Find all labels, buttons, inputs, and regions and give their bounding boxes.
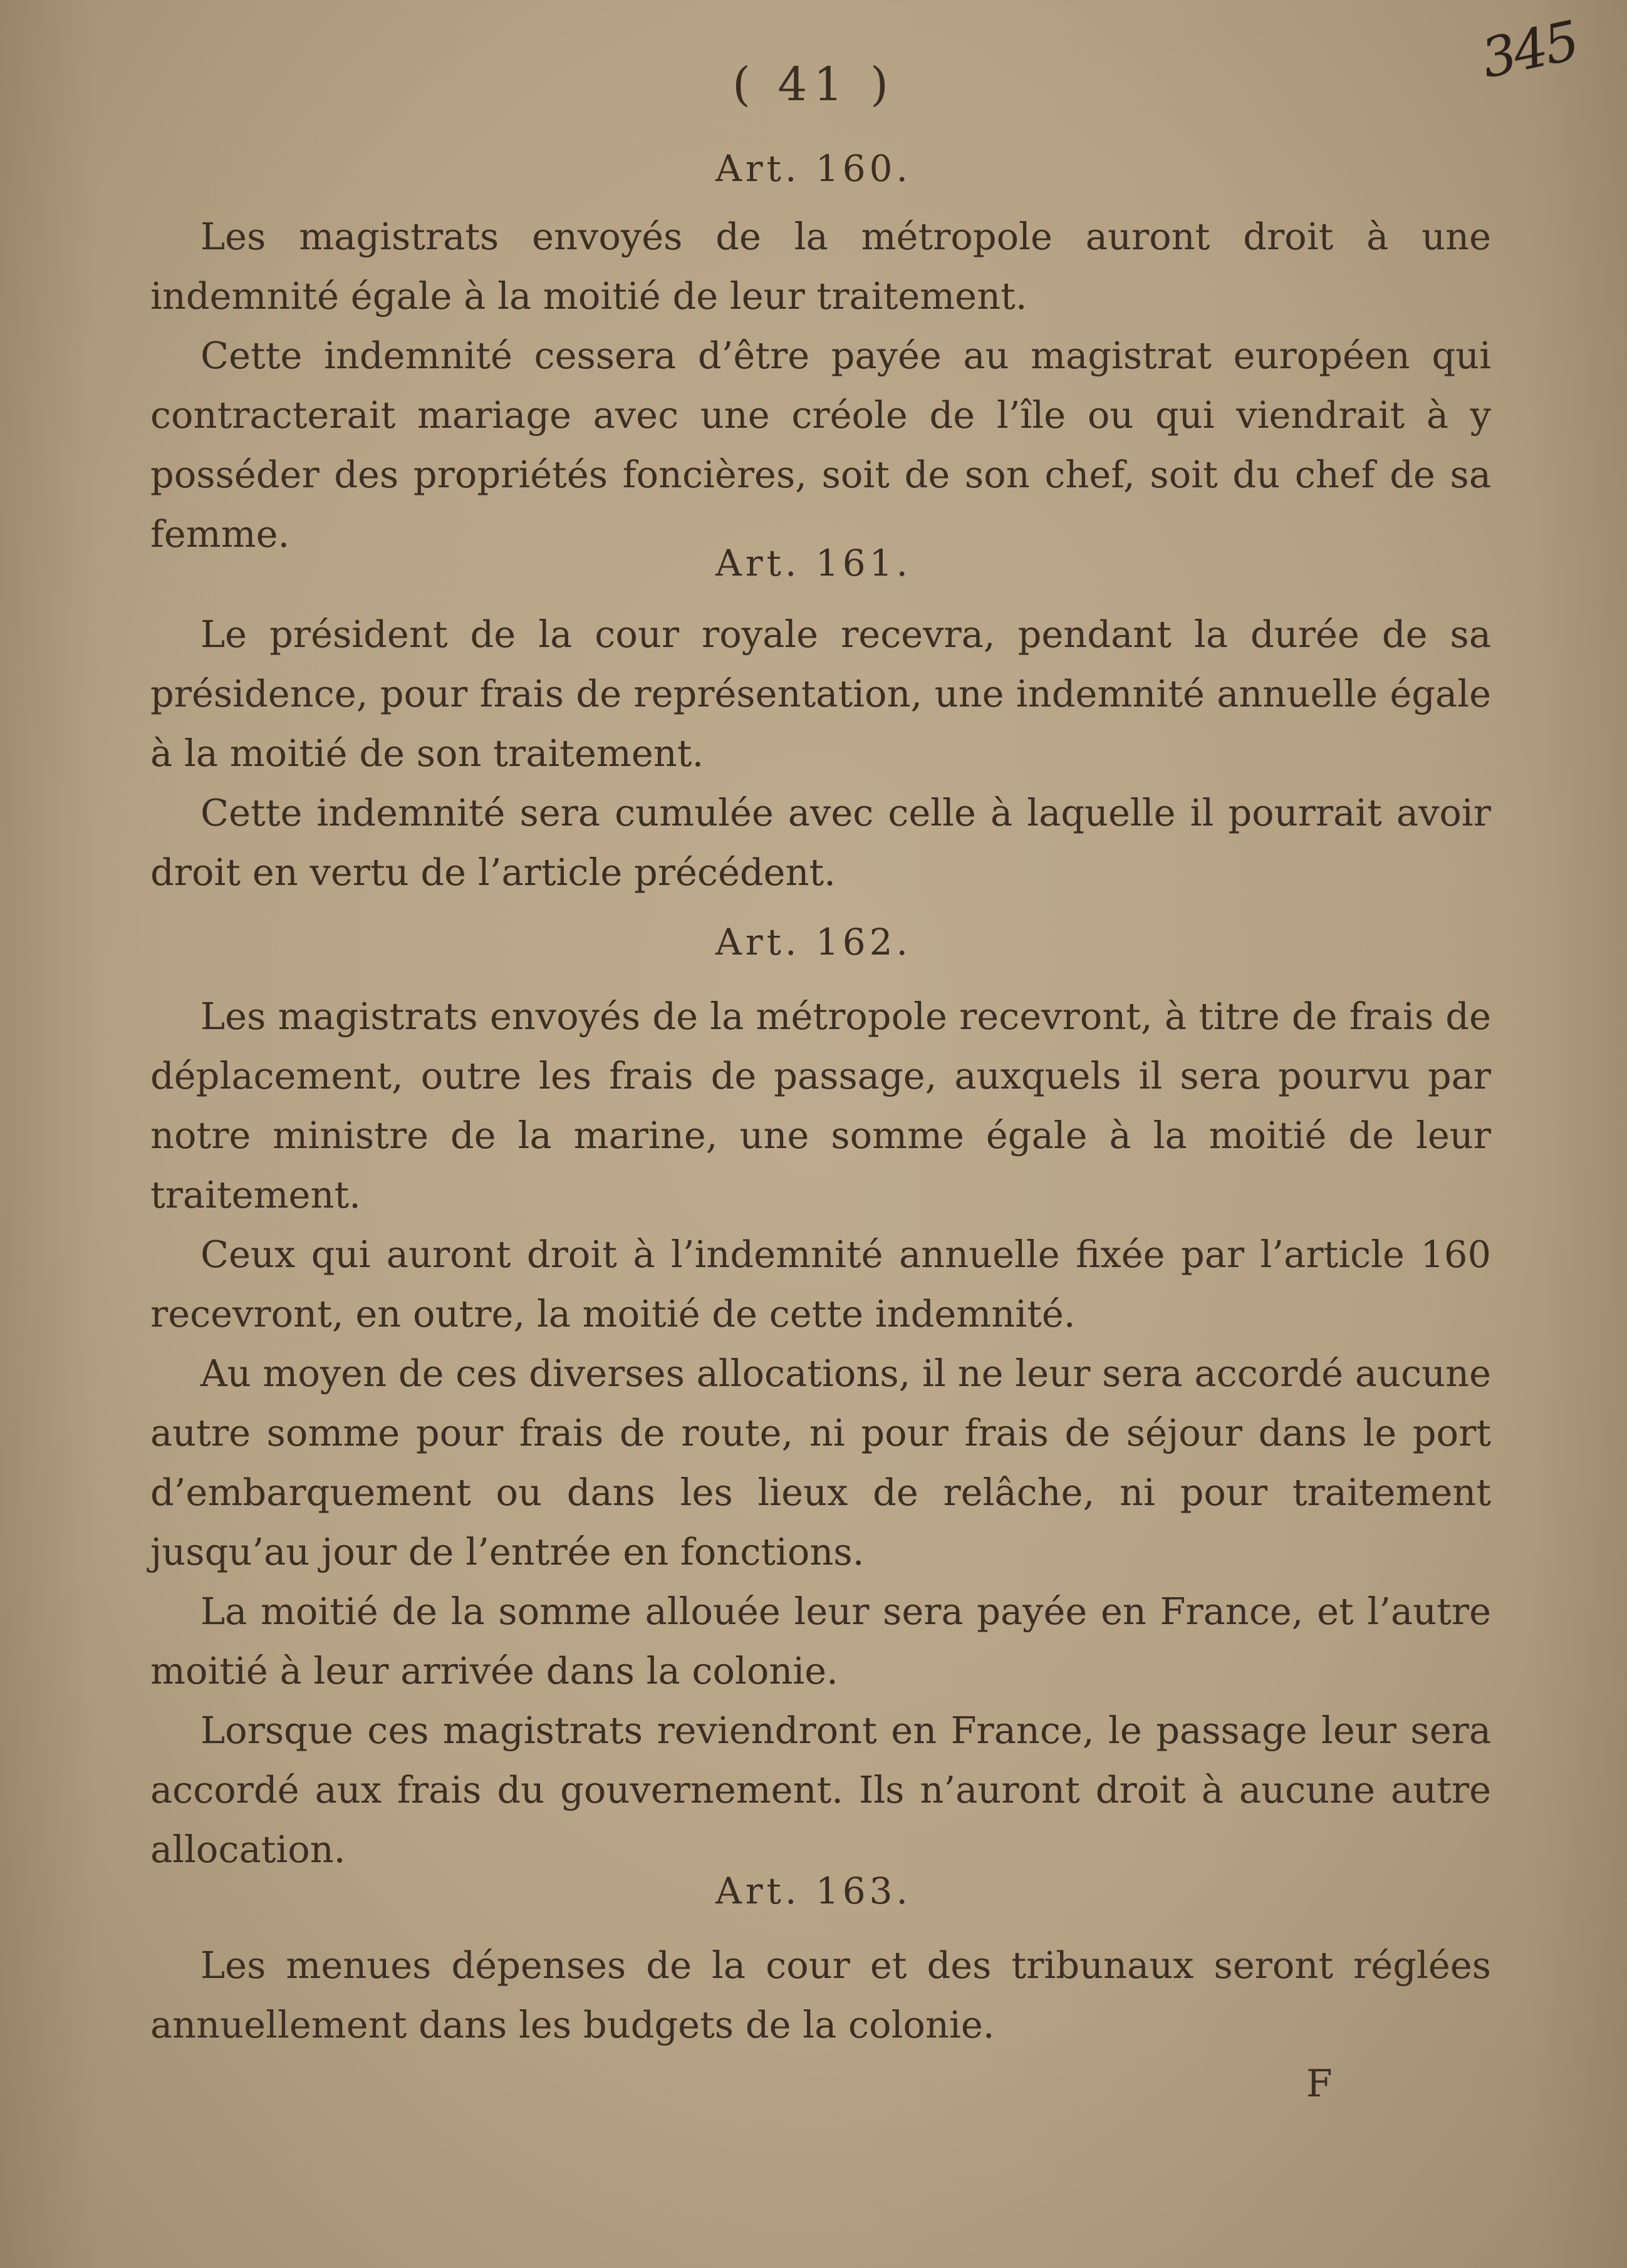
article-162-paragraph-3: Au moyen de ces diverses allocations, il ne leur sera accordé aucune autre somme pour frais de route, ni pour frais de séjour dans le port d’embarquement ou dans les lieux de relâche, ni pour traitement jusqu’au jour de l’entrée en fonctions.: [150, 1352, 1491, 1573]
handwritten-folio-number: 345: [1476, 9, 1583, 91]
article-162-paragraph-5: Lorsque ces magistrats reviendront en France, le passage leur sera accordé aux frais du gouvernement. Ils n’auront droit à aucune autre allocation.: [150, 1709, 1491, 1871]
article-161-paragraph-1: Le président de la cour royale recevra, pendant la durée de sa présidence, pour frais de représentation, une indemnité annuelle égale à la moitié de son traitement.: [150, 613, 1491, 775]
article-160-paragraph-1: Les magistrats envoyés de la métropole auront droit à une indemnité égale à la moitié de leur traitement.: [150, 215, 1491, 318]
article-162-paragraph-4: La moitié de la somme allouée leur sera payée en France, et l’autre moitié à leur arrivée dans la colonie.: [150, 1590, 1491, 1692]
article-heading-160: Art. 160.: [715, 147, 912, 190]
article-163-paragraph-1: Les menues dépenses de la cour et des tribunaux seront réglées annuellement dans les budgets de la colonie.: [150, 1944, 1491, 2046]
article-160-paragraph-2: Cette indemnité cessera d’être payée au magistrat européen qui contracterait mariage avec une créole de l’île ou qui viendrait à y posséder des propriétés foncières, soit de son chef, soit du chef de sa femme.: [150, 334, 1491, 556]
signature-mark: F: [1306, 2062, 1333, 2106]
article-heading-162: Art. 162.: [715, 921, 912, 963]
article-heading-163: Art. 163.: [715, 1870, 912, 1912]
article-heading-161: Art. 161.: [715, 542, 912, 584]
article-161-paragraph-2: Cette indemnité sera cumulée avec celle à laquelle il pourrait avoir droit en vertu de l’article précédent.: [150, 791, 1491, 894]
page-number: ( 41 ): [732, 58, 895, 111]
article-162-paragraph-2: Ceux qui auront droit à l’indemnité annuelle fixée par l’article 160 recevront, en outre, la moitié de cette indemnité.: [150, 1233, 1491, 1335]
article-162-paragraph-1: Les magistrats envoyés de la métropole recevront, à titre de frais de déplacement, outre les frais de passage, auxquels il sera pourvu par notre ministre de la marine, une somme égale à la moitié de leur traitement.: [150, 995, 1491, 1216]
